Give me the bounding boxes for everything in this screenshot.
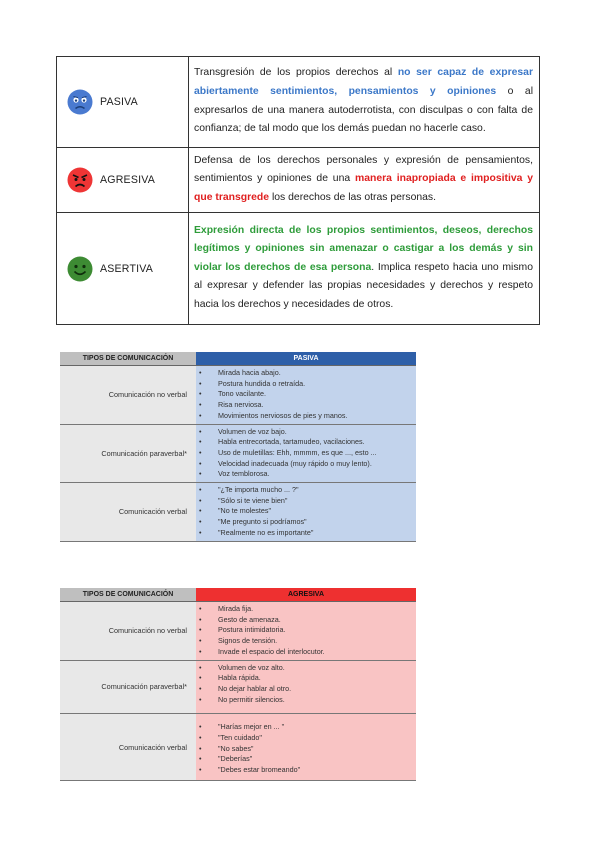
row-items: [196, 424, 416, 483]
list-item: • Uso de muletillas: Ehh, mmmm, es que ..., esto ...: [199, 447, 377, 457]
list-item: • "Realmente no es importante": [199, 527, 314, 537]
row-items: [196, 602, 416, 661]
table-header: [60, 352, 416, 366]
list-item: • No dejar hablar al otro.: [199, 683, 292, 693]
list-item: • Postura intimidatoria.: [199, 625, 286, 635]
row-items: [196, 366, 416, 425]
list-item: • Velocidad inadecuada (muy rápido o muy lento).: [199, 458, 372, 468]
table-row: [60, 602, 416, 661]
table-row: [60, 424, 416, 483]
style-label-cell: [57, 57, 189, 148]
list-item: • "Harías mejor en ... ": [199, 722, 285, 732]
style-name: PASIVA: [100, 96, 138, 108]
list-item: • Tono vacilante.: [199, 389, 266, 399]
table-row: [60, 714, 416, 781]
description-text: Transgresión de los propios derechos al: [194, 67, 398, 79]
row-label: Comunicación verbal: [60, 483, 196, 542]
list-item: • Signos de tensión.: [199, 636, 278, 646]
style-row-pasiva: [57, 57, 540, 148]
row-label: Comunicación paraverbal*: [60, 424, 196, 483]
row-items: [196, 483, 416, 542]
list-item: • Habla rápida.: [199, 673, 261, 683]
row-label: Comunicación verbal: [60, 714, 196, 781]
happy-face-icon: [67, 256, 93, 282]
list-item: • Habla entrecortada, tartamudeo, vacilaciones.: [199, 437, 365, 447]
description-text: Defensa de los derechos personales y expresión de pensamientos, sentimientos y opiniones de una: [194, 154, 533, 185]
list-item: • "Deberías": [199, 754, 253, 764]
angry-face-icon: [67, 167, 93, 193]
table-row: [60, 660, 416, 714]
list-item: • Invade el espacio del interlocutor.: [199, 646, 325, 656]
list-item: • "No sabes": [199, 743, 254, 753]
header-style: AGRESIVA: [196, 588, 416, 602]
header-types: TIPOS DE COMUNICACIÓN: [60, 352, 196, 366]
description-text: los derechos de las otras personas.: [269, 191, 436, 203]
list-item: • Postura hundida o retraída.: [199, 378, 306, 388]
list-item: • "Me pregunto si podríamos": [199, 517, 307, 527]
header-style: PASIVA: [196, 352, 416, 366]
list-item: • Voz temblorosa.: [199, 469, 270, 479]
list-item: • Mirada fija.: [199, 604, 254, 613]
list-item: • "Sólo si te viene bien": [199, 495, 288, 505]
list-item: • "Ten cuidado": [199, 733, 262, 743]
sad-face-icon: [67, 89, 93, 115]
list-item: • Movimientos nerviosos de pies y manos.: [199, 410, 348, 420]
row-label: Comunicación paraverbal*: [60, 660, 196, 714]
list-item: • Volumen de voz alto.: [199, 662, 285, 672]
description-text: o al expresarlos de una manera autoderrotista, con disculpas o con falta de confianza; de tal modo que los demás puedan no hacerle caso.: [194, 85, 534, 135]
header-types: TIPOS DE COMUNICACIÓN: [60, 588, 196, 602]
description-highlight: manera inapropiada e impositiva y que transgrede: [194, 173, 533, 203]
row-label: Comunicación no verbal: [60, 366, 196, 425]
table-header: [60, 588, 416, 602]
list-item: • Gesto de amenaza.: [199, 614, 281, 624]
style-label-cell: [57, 148, 189, 213]
style-name: AGRESIVA: [100, 174, 155, 186]
communication-styles-table: [56, 56, 540, 325]
list-item: • "No te molestes": [199, 506, 272, 516]
style-name: ASERTIVA: [100, 262, 154, 275]
description-text: . Implica respeto hacia uno mismo al expresar y defender las propias necesidades y derechos y respeto hacia los derechos y necesidades de otros.: [194, 261, 533, 310]
pasiva-communication-table: [60, 352, 416, 542]
style-row-agresiva: [57, 148, 540, 213]
description-highlight: Expresión directa de los propios sentimientos, deseos, derechos legítimos y opiniones sin amenazar o castigar a los demás y sin violar los derechos de esa persona: [194, 224, 533, 273]
row-items: [196, 660, 416, 714]
style-label-cell: [57, 213, 189, 325]
description-highlight: no ser capaz de expresar abiertamente sentimientos, pensamientos y opiniones: [194, 67, 533, 97]
style-row-asertiva: [57, 213, 540, 325]
list-item: • Volumen de voz bajo.: [199, 426, 287, 436]
agresiva-communication-table: [60, 588, 416, 781]
row-items: [196, 714, 416, 781]
table-row: [60, 366, 416, 425]
list-item: • No permitir silencios.: [199, 694, 285, 704]
style-description: [189, 148, 540, 213]
style-description: [189, 213, 540, 325]
list-item: • Risa nerviosa.: [199, 400, 264, 410]
list-item: • "¿Te importa mucho ... ?": [199, 485, 299, 495]
style-description: [189, 57, 540, 148]
row-label: Comunicación no verbal: [60, 602, 196, 661]
list-item: • "Debes estar bromeando": [199, 765, 301, 775]
table-row: [60, 483, 416, 542]
list-item: • Mirada hacia abajo.: [199, 368, 281, 377]
